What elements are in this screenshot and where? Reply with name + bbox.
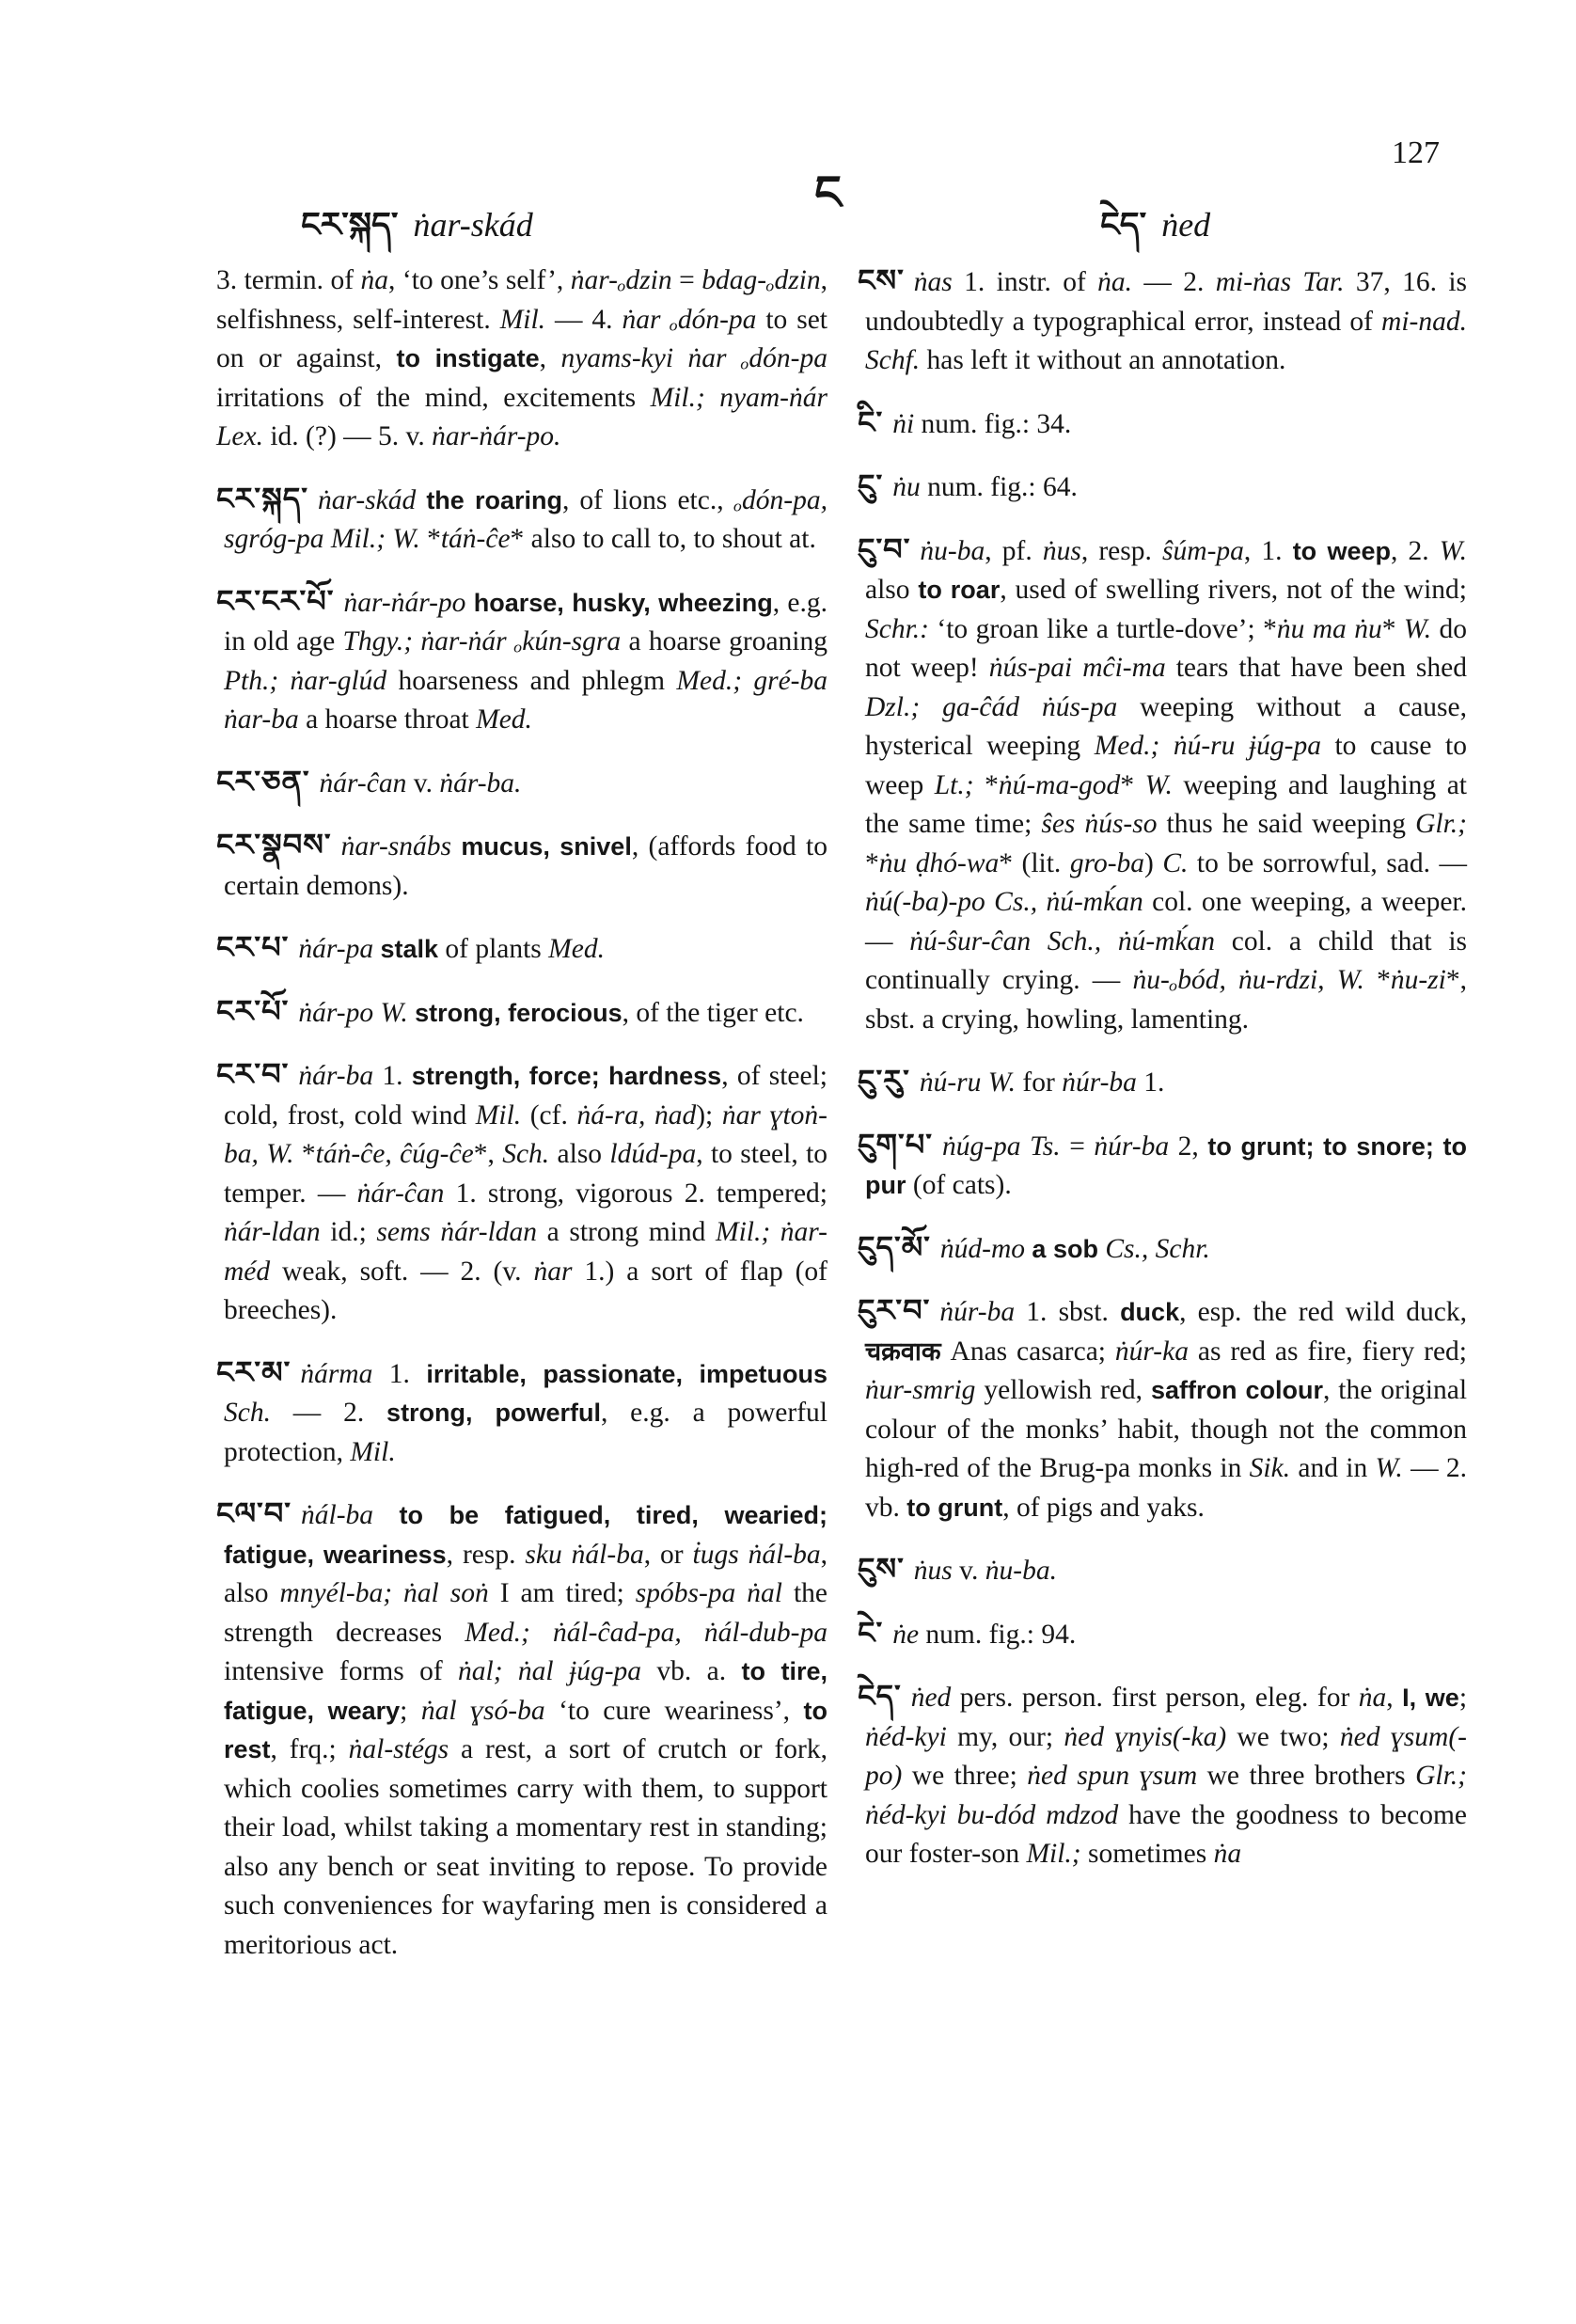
headword-tibetan: ངུད་མོ་ <box>858 1229 931 1264</box>
dictionary-entry <box>216 1353 827 1473</box>
right-column <box>858 261 1467 1897</box>
headword-transliteration: ṅúd-mo <box>939 1233 1026 1264</box>
headword-transliteration: ṅár-ĉan <box>319 767 407 798</box>
dictionary-entry <box>216 826 827 906</box>
entry-definition: num. fig.: 34. <box>914 408 1072 439</box>
header-section-letter: ང <box>814 166 842 219</box>
entry-definition: 1. sbst. duck, esp. the red wild duck, चक्रवाक Anas casarca; ṅúr-ka as red as fire, fiery red; ṅur-smrig yellowish red, saffron colour, the original colour of the monks’ habit, though not the common high-red of the Brug-pa monks in Sik. and in W. — 2. vb. to grunt, of pigs and yaks. <box>865 1297 1468 1523</box>
headword-tibetan: ངར་པ་ <box>216 930 290 964</box>
entry-definition: num. fig.: 94. <box>919 1619 1077 1650</box>
dictionary-entry <box>858 1614 1467 1655</box>
headword-tibetan: ངར་མ་ <box>216 1354 292 1389</box>
headword-tibetan: ངས་ <box>858 263 905 297</box>
page-number: 127 <box>1392 135 1440 170</box>
headword-transliteration: ṅár-ba <box>298 1061 374 1091</box>
dictionary-entry <box>858 1126 1467 1206</box>
headword-transliteration: ṅár-pa <box>298 934 374 964</box>
dictionary-entry <box>858 1550 1467 1591</box>
headword-transliteration: ṅar-snábs <box>340 831 451 862</box>
running-header <box>0 113 1576 244</box>
header-right-tibetan: ངེད་ <box>1100 206 1147 244</box>
dictionary-entry <box>216 928 827 970</box>
headword-tibetan: ངེད་ <box>858 1679 902 1713</box>
entry-definition: mucus, snivel, (affords food to certain demons). <box>224 831 827 901</box>
headword-transliteration: ṅed <box>910 1683 952 1713</box>
headword-tibetan: ངུར་བ་ <box>858 1293 931 1327</box>
entry-definition: stalk of plants Med. <box>380 934 605 964</box>
left-column <box>216 261 827 1987</box>
dictionary-entry <box>216 582 827 740</box>
entry-definition: num. fig.: 64. <box>920 472 1078 502</box>
headword-transliteration: ṅál-ba <box>301 1500 374 1530</box>
headword-transliteration: ṅe <box>892 1619 920 1650</box>
headword-transliteration: ṅú-ru <box>919 1067 982 1098</box>
headword-transliteration: ṅi <box>892 408 915 439</box>
entry-definition: v. ṅu-ba. <box>952 1556 1057 1586</box>
headword-tibetan: ངར་སྐད་ <box>216 481 308 515</box>
headword-transliteration: ṅu <box>892 472 921 502</box>
entry-definition: 1. irritable, passionate, impetuous Sch. — 2. strong, powerful, e.g. a powerful protection, Mil. <box>224 1358 827 1467</box>
entry-definition: 1. instr. of ṅa. — 2. mi-ṅas Tar. 37, 16. is undoubtedly a typographical error, instead of mi-nad. Schf. has left it without an annotation. <box>865 267 1467 375</box>
entry-definition: W. for ṅúr-ba 1. <box>987 1067 1165 1098</box>
dictionary-entry <box>858 466 1467 508</box>
headword-tibetan: ངུ་རུ་ <box>858 1064 910 1098</box>
entry-definition: 1. strength, force; hardness, of steel; cold, frost, cold wind Mil. (cf. ṅá-ra, ṅad); ṅar ɣtoṅ-ba, W. *táṅ-ĉe, ĉúg-ĉe*, Sch. also ldúd-pa, to steel, to temper. — ṅár-ĉan 1. strong, vigorous 2. tempered; ṅár-ldan id.; sems ṅár-ldan a strong mind Mil.; ṅar-méd weak, soft. — 2. (v. ṅar 1.) a sort of flap (of breeches). <box>224 1061 828 1325</box>
entry-definition: , pf. ṅus, resp. ŝúm-pa, 1. to weep, 2. W. also to roar, used of swelling rivers, not of the wind; Schr.: ‘to groan like a turtle-dove’; *ṅu ma ṅu* W. do not weep! ṅús-pai mĉi-ma tears that have been shed Dzl.; ga-ĉád ṅús-pa weeping without a cause, hysterical weeping Med.; ṅú-ru ɉúg-pa to cause to weep Lt.; *ṅú-ma-god* W. weeping and laughing at the same time; ŝes ṅús-so thus he said weeping Glr.; *ṅu ḍhó-wa* (lit. gro-ba) C. to be sorrowful, sad. — ṅú(-ba)-po Cs., ṅú-mḱan col. one weeping, a weeper. — ṅú-ŝur-ĉan Sch., ṅú-mḱan col. a child that is continually crying. — ṅu-ₒbód, ṅu-rdzi, W. *ṅu-zi*, sbst. a crying, howling, lamenting. <box>865 535 1468 1035</box>
continued-entry <box>216 261 827 457</box>
dictionary-entry <box>858 1062 1467 1103</box>
headword-transliteration: ṅúr-ba <box>939 1297 1016 1327</box>
headword-tibetan: ངི་ <box>858 404 884 439</box>
headword-transliteration: ṅár-po <box>298 997 374 1028</box>
dictionary-entry <box>216 763 827 804</box>
headword-transliteration: ṅu-ba <box>920 535 985 566</box>
headword-tibetan: ངར་ངར་པོ་ <box>216 583 335 618</box>
headword-tibetan: ངར་ཅན་ <box>216 764 310 798</box>
entry-definition: v. ṅár-ba. <box>406 767 522 798</box>
entry-definition: 3. termin. of ṅa, ‘to one’s self’, ṅar-ₒdzin = bdag-ₒdzin, selfishness, self-interest. Mil. — 4. ṅar ₒdón-pa to set on or against, to instigate, nyams-kyi ṅar ₒdón-pa irritations of the mind, excitements Mil.; nyam-ṅár Lex. id. (?) — 5. v. ṅar-ṅár-po. <box>216 265 827 451</box>
headword-tibetan: ངར་སྣབས་ <box>216 828 332 862</box>
entry-definition: W. strong, ferocious, of the tiger etc. <box>380 997 804 1028</box>
headword-tibetan: ངར་པོ་ <box>216 993 290 1028</box>
headword-tibetan: ངུག་པ་ <box>858 1127 933 1162</box>
dictionary-entry <box>216 1055 827 1331</box>
headword-transliteration: ṅus <box>913 1556 953 1586</box>
headword-transliteration: ṅas <box>913 267 953 297</box>
headword-tibetan: ངུ་ <box>858 468 884 502</box>
header-right-translit: ṅed <box>1161 206 1211 244</box>
dictionary-entry <box>858 403 1467 445</box>
headword-transliteration: ṅar-skád <box>317 484 417 515</box>
headword-transliteration: ṅúg-pa <box>941 1130 1021 1162</box>
entry-definition: hoarse, husky, wheezing, e.g. in old age Thgy.; ṅar-ṅár ₒkún-sgra a hoarse groaning Pth.; ṅar-glúd hoarseness and phlegm Med.; gré-ba ṅar-ba a hoarse throat Med. <box>224 587 828 735</box>
headword-tibetan: ངུ་བ་ <box>858 531 911 566</box>
headword-transliteration: ṅárma <box>300 1358 373 1389</box>
dictionary-entry <box>858 1677 1467 1874</box>
header-left-translit: ṅar-skád <box>413 206 533 244</box>
headword-tibetan: ངེ་ <box>858 1615 884 1650</box>
headword-tibetan: ངལ་བ་ <box>216 1496 292 1530</box>
dictionary-entry <box>216 480 827 560</box>
entry-definition: a sob Cs., Schr. <box>1032 1233 1210 1264</box>
entry-definition: the roaring, of lions etc., ₒdón-pa, sgróg-pa Mil.; W. *táṅ-ĉe* also to call to, to shout at. <box>224 484 828 554</box>
dictionary-entry <box>858 530 1467 1040</box>
headword-tibetan: ངུས་ <box>858 1552 905 1586</box>
dictionary-entry <box>858 1291 1467 1527</box>
headword-transliteration: ṅar-ṅár-po <box>343 587 466 618</box>
header-left-tibetan: ངར་སྐད་ <box>301 206 399 244</box>
entry-definition: Ts. = ṅúr-ba 2, to grunt; to snore; to pur (of cats). <box>865 1130 1468 1200</box>
headword-tibetan: ངར་བ་ <box>216 1057 290 1091</box>
entry-definition: pers. person. first person, eleg. for ṅa, I, we; ṅéd-kyi my, our; ṅed ɣnyis(-ka) we two; ṅed ɣsum(-po) we three; ṅed spun ɣsum we three brothers Glr.; ṅéd-kyi bu-dód mdzod have the goodness to become our foster-son Mil.; sometimes ṅa <box>865 1683 1468 1869</box>
dictionary-entry <box>858 261 1467 381</box>
dictionary-entry <box>216 1494 827 1965</box>
entry-definition: to be fatigued, tired, wearied; fatigue, weariness, resp. sku ṅál-ba, or ṫugs ṅál-ba, also mnyél-ba; ṅal soṅ I am tired; spóbs-pa ṅal the strength decreases Med.; ṅál-ĉad-pa, ṅál-dub-pa intensive forms of ṅal; ṅal ɉúg-pa vb. a. to tire, fatigue, weary; ṅal ɣsó-ba ‘to cure weariness’, to rest, frq.; ṅal-stégs a rest, a sort of crutch or fork, which coolies sometimes carry with them, to support their load, whilst taking a momentary rest in standing; also any bench or seat inviting to repose. To provide such conveniences for wayfaring men is considered a meritorious act. <box>224 1501 828 1960</box>
dictionary-entry <box>216 992 827 1034</box>
dictionary-entry <box>858 1228 1467 1270</box>
